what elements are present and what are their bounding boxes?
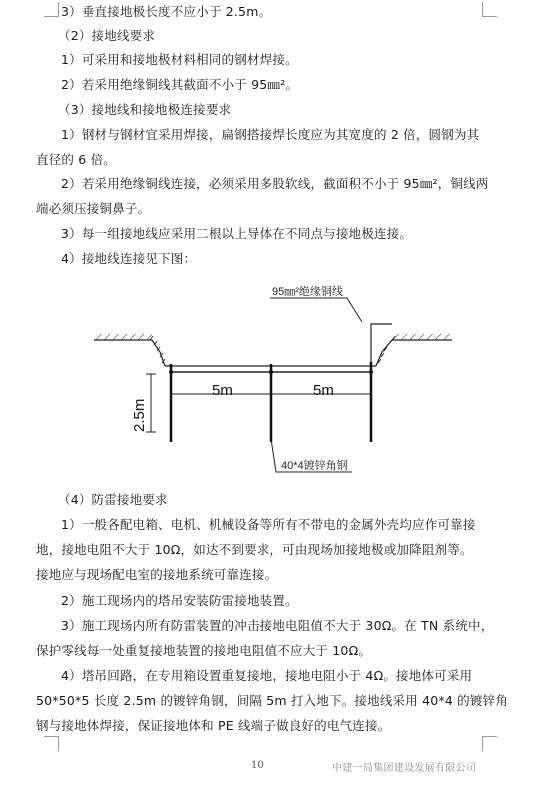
depth-label: 2.5m	[131, 398, 148, 432]
paragraph-line: 端必须压接铜鼻子。	[36, 201, 151, 216]
span-left-label: 5m	[212, 382, 233, 399]
paragraph-line: 地，接地电阻不大于 10Ω，如达不到要求，可由现场加接地极或加降阻剂等。	[36, 542, 473, 557]
margin-corner-top-right	[482, 2, 497, 17]
weld-point-right	[369, 370, 373, 374]
trench-hatch-right	[378, 336, 395, 363]
section-heading: （4）防雷接地要求	[58, 492, 168, 507]
paragraph-line: 直径的 6 倍。	[36, 152, 116, 167]
paragraph-line: 2）施工现场内的塔吊安装防雷接地装置。	[61, 593, 298, 608]
paragraph-line: 1）可采用和接地极材料相同的钢材焊接。	[61, 52, 298, 67]
section-heading: （2）接地线要求	[58, 28, 156, 43]
paragraph-line: 4）接地线连接见下图：	[61, 251, 197, 266]
paragraph-line: 接地应与现场配电室的接地系统可靠连接。	[36, 567, 278, 582]
margin-corner-bottom-right	[482, 736, 497, 751]
weld-point-middle	[269, 370, 273, 374]
paragraph-line: 50*50*5 长度 2.5m 的镀锌角钢，间隔 5m 打入地下。接地线采用 40*4 的镀锌角	[36, 693, 508, 708]
paragraph-line: 钢与接地体焊接，保证接地体和 PE 线端子做良好的电气连接。	[36, 718, 391, 733]
paragraph-line: 2）若采用绝缘铜线连接，必须采用多股软线，截面积不小于 95㎜²，铜线两	[61, 176, 489, 191]
paragraph-line: 4）塔吊回路，在专用箱设置重复接地，接地电阻小于 4Ω。接地体可采用	[61, 668, 473, 683]
ground-hatch-left	[94, 334, 152, 340]
paragraph-line: 保护零线每一处重复接地装置的接地电阻值不应大于 10Ω。	[36, 643, 372, 658]
page-number: 10	[251, 760, 264, 771]
grounding-diagram	[0, 274, 539, 494]
paragraph-line: 1）钢材与钢材宜采用焊接，扁钢搭接焊长度应为其宽度的 2 倍，圆钢为其	[61, 127, 480, 142]
paragraph-line: 3）垂直接地极长度不应小于 2.5m。	[61, 4, 272, 19]
paragraph-line: 2）若采用绝缘铜线其截面不小于 95㎜²。	[61, 77, 299, 92]
paragraph-line: 3）施工现场内所有防雷装置的冲击接地电阻值不大于 30Ω。在 TN 系统中，	[61, 618, 494, 633]
margin-corner-bottom-left	[44, 736, 59, 751]
section-heading: （3）接地线和接地极连接要求	[58, 102, 232, 117]
weld-point-left	[169, 370, 173, 374]
cable-leader	[270, 298, 362, 322]
paragraph-line: 3）每一组接地线应采用二根以上导体在不同点与接地极连接。	[61, 226, 413, 241]
ground-hatch-right	[392, 334, 452, 340]
rod-label: 40*4镀锌角钢	[281, 460, 348, 472]
cable-label: 95㎜²绝缘铜线	[272, 286, 343, 298]
margin-corner-top-left	[44, 2, 59, 17]
footer-company: 中建一局集团建设发展有限公司	[332, 763, 477, 774]
span-right-label: 5m	[313, 382, 334, 399]
paragraph-line: 1）一般各配电箱、电机、机械设备等所有不带电的金属外壳均应作可靠接	[61, 517, 476, 532]
